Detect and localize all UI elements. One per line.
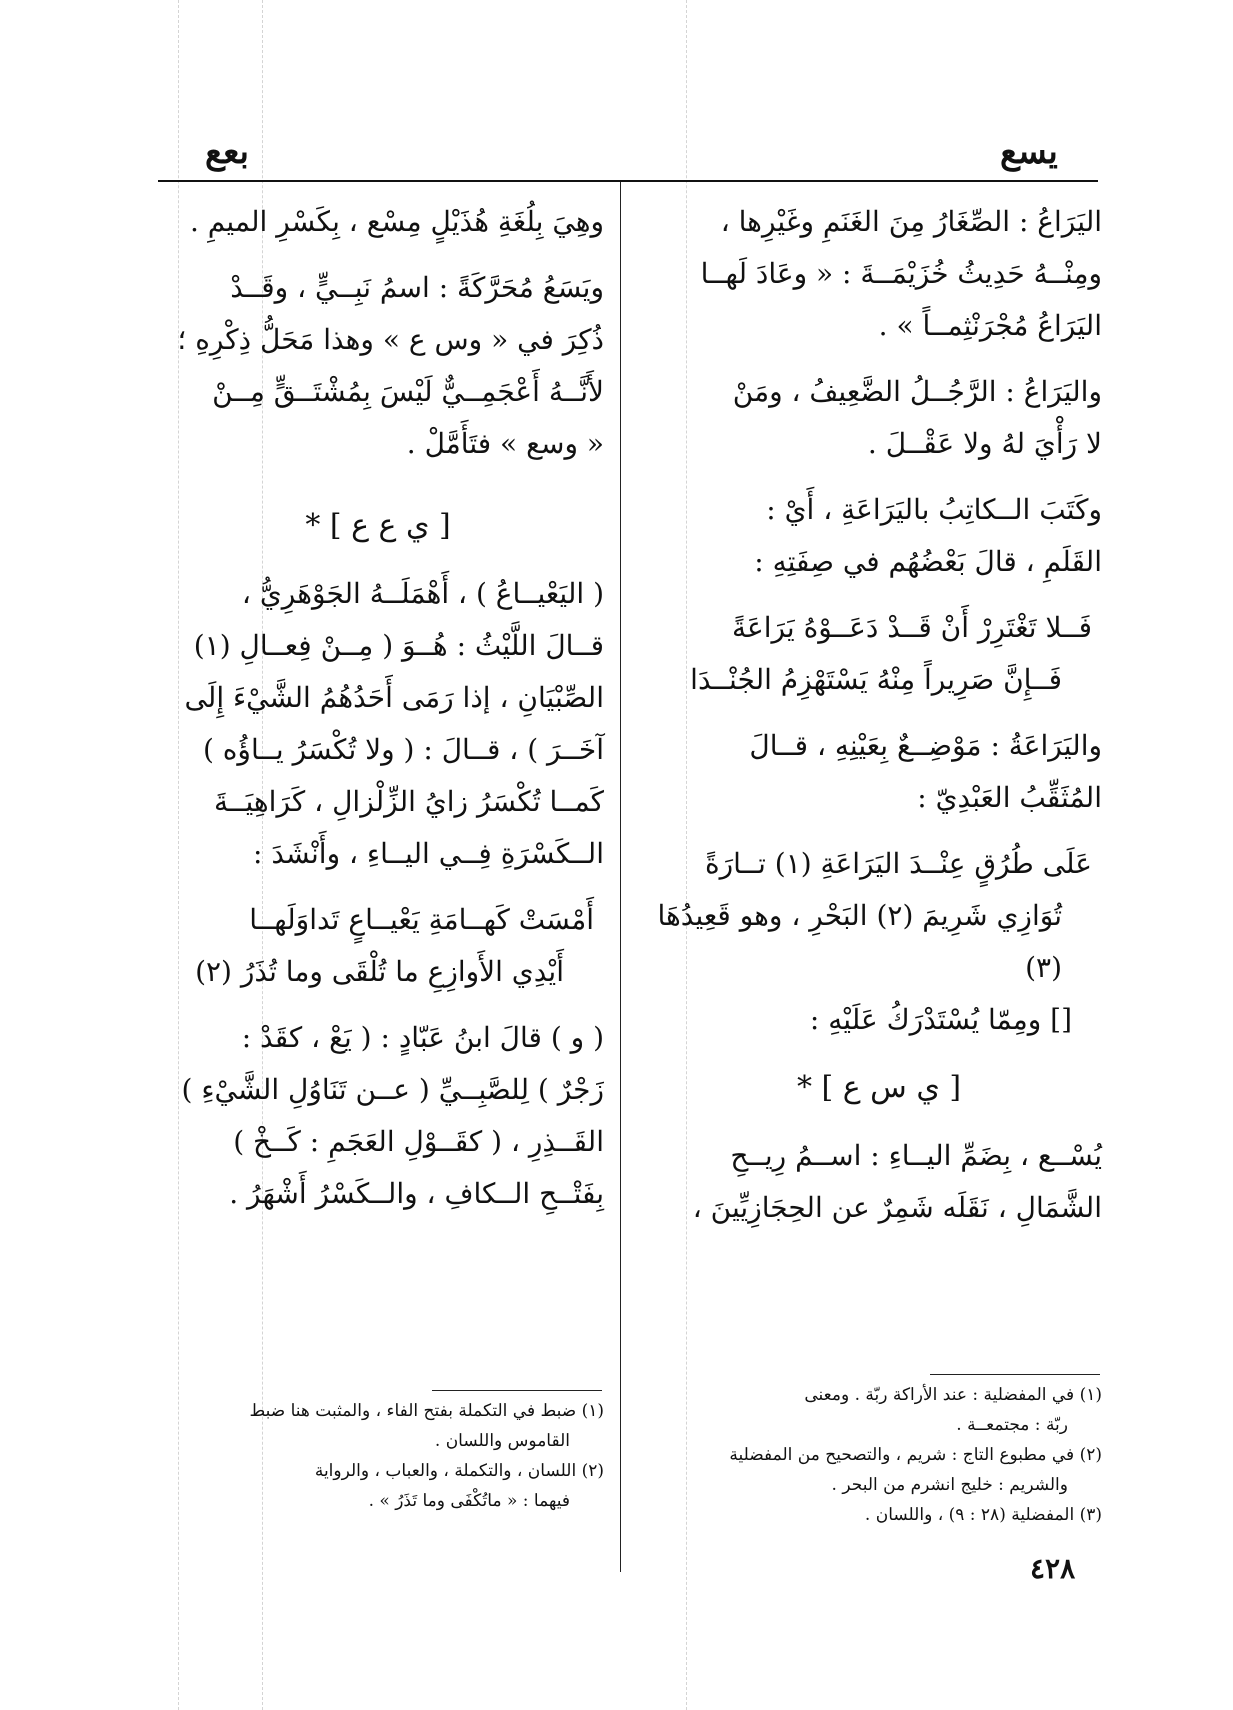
text-line: المُثَقِّبُ العَبْدِيّ : [917, 781, 1102, 814]
text-line: لأَنَّــهُ أَعْجَمِــيٌّ لَيْسَ بِمُشْتَــقٍّ مِــنْ [212, 375, 604, 408]
entry-heading: [ ي س ع ] * [796, 1070, 962, 1105]
text-line: ( اليَعْيــاعُ ) ، أَهْمَلَــهُ الجَوْهَرِيُّ ، [241, 577, 604, 610]
footnote-rule [432, 1390, 602, 1391]
text-line: كَمــا تُكْسَرُ زايُ الزِّلْزالِ ، كَرَاهِيَــةَ [214, 785, 604, 818]
left-column [152, 196, 604, 1220]
footnote-line: (١) في المفضلية : عند الأراكة ربّة . ومعنى [804, 1385, 1102, 1405]
text-line: قــالَ اللَّيْثُ : هُــوَ ( مِــنْ فِعــالِ (١) [193, 629, 604, 662]
text-line: وكَتَبَ الــكاتِبُ باليَرَاعَةِ ، أَيْ : [766, 493, 1102, 526]
footnotes-left [152, 1396, 604, 1516]
verse-line: فَــلا تَغْتَرِرْ أَنْ قَــدْ دَعَــوْهُ يَرَاعَةً [731, 611, 1092, 644]
text-line: « وسع » فتَأَمَّلْ . [406, 427, 604, 460]
text-line: لا رَأْيَ لهُ ولا عَقْــلَ . [867, 427, 1102, 460]
verse-line: أَيْدِي الأَوازِعِ ما تُلْقَى وما تُذَرُ (٢) [195, 955, 564, 988]
footnotes-right [656, 1380, 1102, 1530]
text-line: ومِنْــهُ حَدِيثُ خُزَيْمَــةَ : « وعَادَ لَهــا [700, 257, 1102, 290]
text-line: الــكَسْرَةِ فِــي اليــاءِ ، وأَنْشَدَ : [252, 837, 604, 870]
verse-line: فَــإِنَّ صَرِيراً مِنْهُ يَسْتَهْزِمُ الجُنْــدَا [690, 663, 1062, 696]
running-head-right: يسع [1000, 132, 1058, 172]
supplement-note: [] ومِمّا يُسْتَدْرَكُ عَلَيْهِ : [809, 1003, 1072, 1036]
footnote-line: والشريم : خليج انشرم من البحر . [831, 1475, 1068, 1495]
verse-line: أَمْسَتْ كَهــامَةِ يَعْيــاعٍ تَداوَلَهــا [249, 903, 594, 936]
text-line: اليَرَاعُ مُجْرَنْثِمــاً » . [878, 309, 1102, 342]
verse-line: تُوَازِي شَرِيمَ (٢) البَحْرِ ، وهو قَعِيدُهَا (٣) [657, 899, 1062, 984]
running-head-left: بعع [205, 132, 249, 172]
column-divider [620, 182, 621, 1572]
header-rule [158, 180, 1098, 182]
text-line: واليَرَاعُ : الرَّجُــلُ الضَّعِيفُ ، ومَنْ [732, 375, 1102, 408]
footnote-line: (٣) المفضلية (٢٨ : ٩) ، واللسان . [864, 1505, 1102, 1525]
text-line: اليَرَاعُ : الصِّغَارُ مِنَ الغَنَمِ وغَيْرِها ، [720, 205, 1102, 238]
text-line: الشَّمَالِ ، نَقَلَه شَمِرٌ عن الحِجَازِيِّينَ ، [692, 1191, 1102, 1224]
footnote-line: فيهما : « ماتُكْفَى وما تَذَرُ » . [368, 1491, 570, 1511]
text-line: آخَــرَ ) ، قــالَ : ( ولا تُكْسَرُ يــاؤُه ) [202, 733, 604, 766]
text-line: وهِيَ بِلُغَةِ هُذَيْلٍ مِسْع ، بِكَسْرِ الميمِ . [189, 205, 604, 238]
text-line: بِفَتْــحِ الــكافِ ، والــكَسْرُ أَشْهَرُ . [229, 1177, 604, 1210]
text-line: ويَسَعُ مُحَرَّكَةً : اسمُ نَبِــيٍّ ، وقَــدْ [230, 271, 604, 304]
verse-line: عَلَى طُرُقٍ عِنْــدَ اليَرَاعَةِ (١) تــارَةً [704, 847, 1092, 880]
footnote-rule [930, 1374, 1100, 1375]
footnote-line: القاموس واللسان . [434, 1431, 570, 1451]
text-line: زَجْرٌ ) لِلصَّبِــيِّ ( عــن تَنَاوُلِ الشَّيْءِ ) [181, 1073, 604, 1106]
entry-heading: [ ي ع ع ] * [305, 508, 451, 543]
footnote-line: (٢) في مطبوع التاج : شريم ، والتصحيح من المفضلية [729, 1445, 1102, 1465]
footnote-line: (٢) اللسان ، والتكملة ، والعباب ، والرواية [314, 1461, 604, 1481]
text-line: القَــذِرِ ، ( كقَــوْلِ العَجَمِ : كَــخْ ) [233, 1125, 604, 1158]
footnote-line: (١) ضبط في التكملة بفتح الفاء ، والمثبت هنا ضبط [249, 1401, 604, 1421]
text-line: واليَرَاعَةُ : مَوْضِــعٌ بِعَيْنِهِ ، قــالَ [749, 729, 1102, 762]
text-line: ذُكِرَ في « وس ع » وهذا مَحَلُّ ذِكْرِهِ ؛ [177, 323, 604, 356]
page-number: ٤٢٨ [1030, 1552, 1076, 1585]
footnote-line: ربّة : مجتمعــة . [956, 1415, 1068, 1435]
text-line: الصِّبْيَانِ ، إذا رَمَى أَحَدُهُمُ الشَّيْءَ إِلَى [184, 681, 604, 714]
text-line: يُسْــع ، بِضَمِّ اليــاءِ : اســمُ رِيــحِ [730, 1139, 1102, 1172]
right-column [656, 196, 1102, 1234]
text-line: ( و ) قالَ ابنُ عَبّادٍ : ( يَعْ ، كقَدْ : [241, 1021, 604, 1054]
text-line: القَلَمِ ، قالَ بَعْضُهُم في صِفَتِهِ : [754, 545, 1102, 578]
